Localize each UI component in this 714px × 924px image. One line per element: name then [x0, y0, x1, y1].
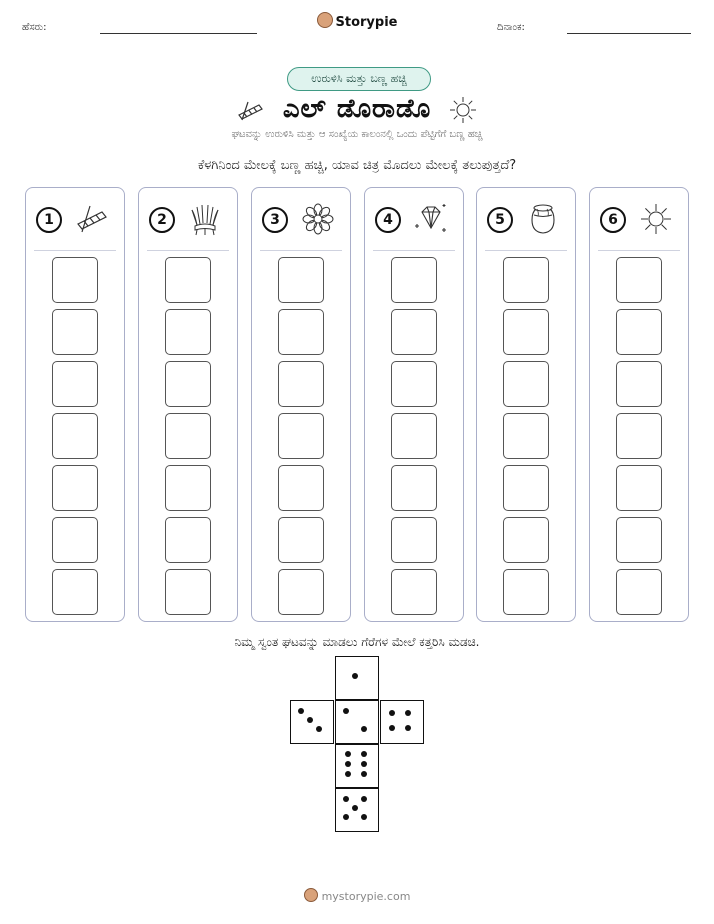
sun-icon [448, 95, 478, 125]
color-box[interactable] [165, 413, 211, 459]
color-box[interactable] [616, 465, 662, 511]
color-box[interactable] [616, 517, 662, 563]
footer [0, 888, 714, 903]
column-divider [485, 250, 567, 251]
color-box[interactable] [503, 465, 549, 511]
column-header [590, 188, 688, 250]
pip [361, 761, 367, 767]
die-face-3[interactable] [290, 700, 334, 744]
color-box[interactable] [278, 309, 324, 355]
color-box[interactable] [278, 413, 324, 459]
raft-icon [236, 98, 266, 122]
pip [345, 761, 351, 767]
diamond-icon [413, 202, 449, 236]
color-box[interactable] [165, 361, 211, 407]
sun-icon [638, 202, 674, 236]
brand-name: Storypie [335, 15, 398, 30]
color-box[interactable] [616, 309, 662, 355]
pip [345, 771, 351, 777]
color-box[interactable] [616, 361, 662, 407]
footer-url[interactable]: mystorypie.com [321, 890, 411, 903]
column-4 [364, 187, 464, 622]
pip [343, 814, 349, 820]
instructions: ಘಟವನ್ನು ಉರುಳಿಸಿ ಮತ್ತು ಆ ಸಂಖ್ಯೆಯ ಕಾಲಂನಲ್ಲಿ ಒಂದು ಪೆಟ್ಟಿಗೆಗೆ ಬಣ್ಣ ಹಚ್ಚಿ [231, 129, 483, 140]
color-box[interactable] [278, 569, 324, 615]
date-line[interactable] [567, 33, 691, 34]
pip [361, 771, 367, 777]
pip [405, 710, 411, 716]
die-face-1[interactable] [335, 656, 379, 700]
color-box[interactable] [52, 517, 98, 563]
column-5 [476, 187, 576, 622]
pip [389, 725, 395, 731]
die-face-5[interactable] [335, 788, 379, 832]
activity-badge: ಉರುಳಿಸಿ ಮತ್ತು ಬಣ್ಣ ಹಚ್ಚಿ [287, 67, 431, 91]
column-divider [260, 250, 342, 251]
column-divider [147, 250, 229, 251]
column-header [26, 188, 124, 250]
pip [352, 805, 358, 811]
bear-logo-icon [304, 888, 318, 902]
column-divider [598, 250, 680, 251]
color-box[interactable] [616, 413, 662, 459]
column-number: 2 [149, 207, 175, 233]
color-box[interactable] [503, 361, 549, 407]
color-box[interactable] [391, 569, 437, 615]
color-box[interactable] [165, 569, 211, 615]
color-box[interactable] [52, 465, 98, 511]
question: ಕೆಳಗಿನಿಂದ ಮೇಲಕ್ಕೆ ಬಣ್ಣ ಹಚ್ಚಿ, ಯಾವ ಚಿತ್ರ ಮೊದಲು ಮೇಲಕ್ಕೆ ತಲುಪುತ್ತದೆ? [197, 158, 517, 173]
color-box[interactable] [616, 257, 662, 303]
bear-logo-icon [317, 12, 333, 28]
name-line[interactable] [100, 33, 257, 34]
column-6 [589, 187, 689, 622]
color-box[interactable] [278, 257, 324, 303]
color-box[interactable] [391, 309, 437, 355]
color-box[interactable] [52, 569, 98, 615]
pip [389, 710, 395, 716]
color-box[interactable] [503, 517, 549, 563]
pip [361, 796, 367, 802]
die-face-4[interactable] [380, 700, 424, 744]
pip [361, 814, 367, 820]
die-net [290, 656, 424, 834]
pip [361, 726, 367, 732]
color-box[interactable] [52, 361, 98, 407]
cut-instruction: ನಿಮ್ಮ ಸ್ವಂತ ಘಟವನ್ನು ಮಾಡಲು ಗೆರೆಗಳ ಮೇಲೆ ಕತ್ತರಿಸಿ ಮಡಚಿ. [234, 635, 480, 649]
pot-icon [525, 202, 561, 236]
pip [307, 717, 313, 723]
raft-icon [74, 202, 110, 236]
color-box[interactable] [391, 257, 437, 303]
color-box[interactable] [391, 517, 437, 563]
color-box[interactable] [52, 413, 98, 459]
pip [405, 725, 411, 731]
pip [345, 751, 351, 757]
title-row [0, 94, 714, 125]
column-number: 6 [600, 207, 626, 233]
column-1 [25, 187, 125, 622]
color-box[interactable] [391, 361, 437, 407]
column-number: 4 [375, 207, 401, 233]
color-box[interactable] [52, 309, 98, 355]
column-number: 5 [487, 207, 513, 233]
color-box[interactable] [165, 309, 211, 355]
color-box[interactable] [165, 517, 211, 563]
pip [343, 708, 349, 714]
color-box[interactable] [503, 569, 549, 615]
color-box[interactable] [391, 465, 437, 511]
die-face-6[interactable] [335, 744, 379, 788]
column-header [477, 188, 575, 250]
column-header [252, 188, 350, 250]
page-title: ಎಲ್ ಡೊರಾಡೊ [282, 94, 432, 124]
date-label: ದಿನಾಂಕ: [497, 22, 525, 33]
color-box[interactable] [165, 257, 211, 303]
brand-logo [0, 12, 714, 30]
die-face-2[interactable] [335, 700, 379, 744]
column-number: 3 [262, 207, 288, 233]
column-divider [373, 250, 455, 251]
column-3 [251, 187, 351, 622]
color-box[interactable] [503, 309, 549, 355]
feather-headdress-icon [187, 202, 223, 236]
color-box[interactable] [503, 413, 549, 459]
flower-icon [300, 202, 336, 236]
color-box[interactable] [278, 361, 324, 407]
color-box[interactable] [616, 569, 662, 615]
pip [316, 726, 322, 732]
pip [361, 751, 367, 757]
pip [343, 796, 349, 802]
color-box[interactable] [165, 465, 211, 511]
pip [352, 673, 358, 679]
column-divider [34, 250, 116, 251]
color-box[interactable] [278, 465, 324, 511]
column-header [139, 188, 237, 250]
name-label: ಹೆಸರು: [22, 22, 47, 33]
color-box[interactable] [503, 257, 549, 303]
column-2 [138, 187, 238, 622]
pip [298, 708, 304, 714]
color-box[interactable] [391, 413, 437, 459]
column-header [365, 188, 463, 250]
column-number: 1 [36, 207, 62, 233]
color-box[interactable] [278, 517, 324, 563]
color-box[interactable] [52, 257, 98, 303]
